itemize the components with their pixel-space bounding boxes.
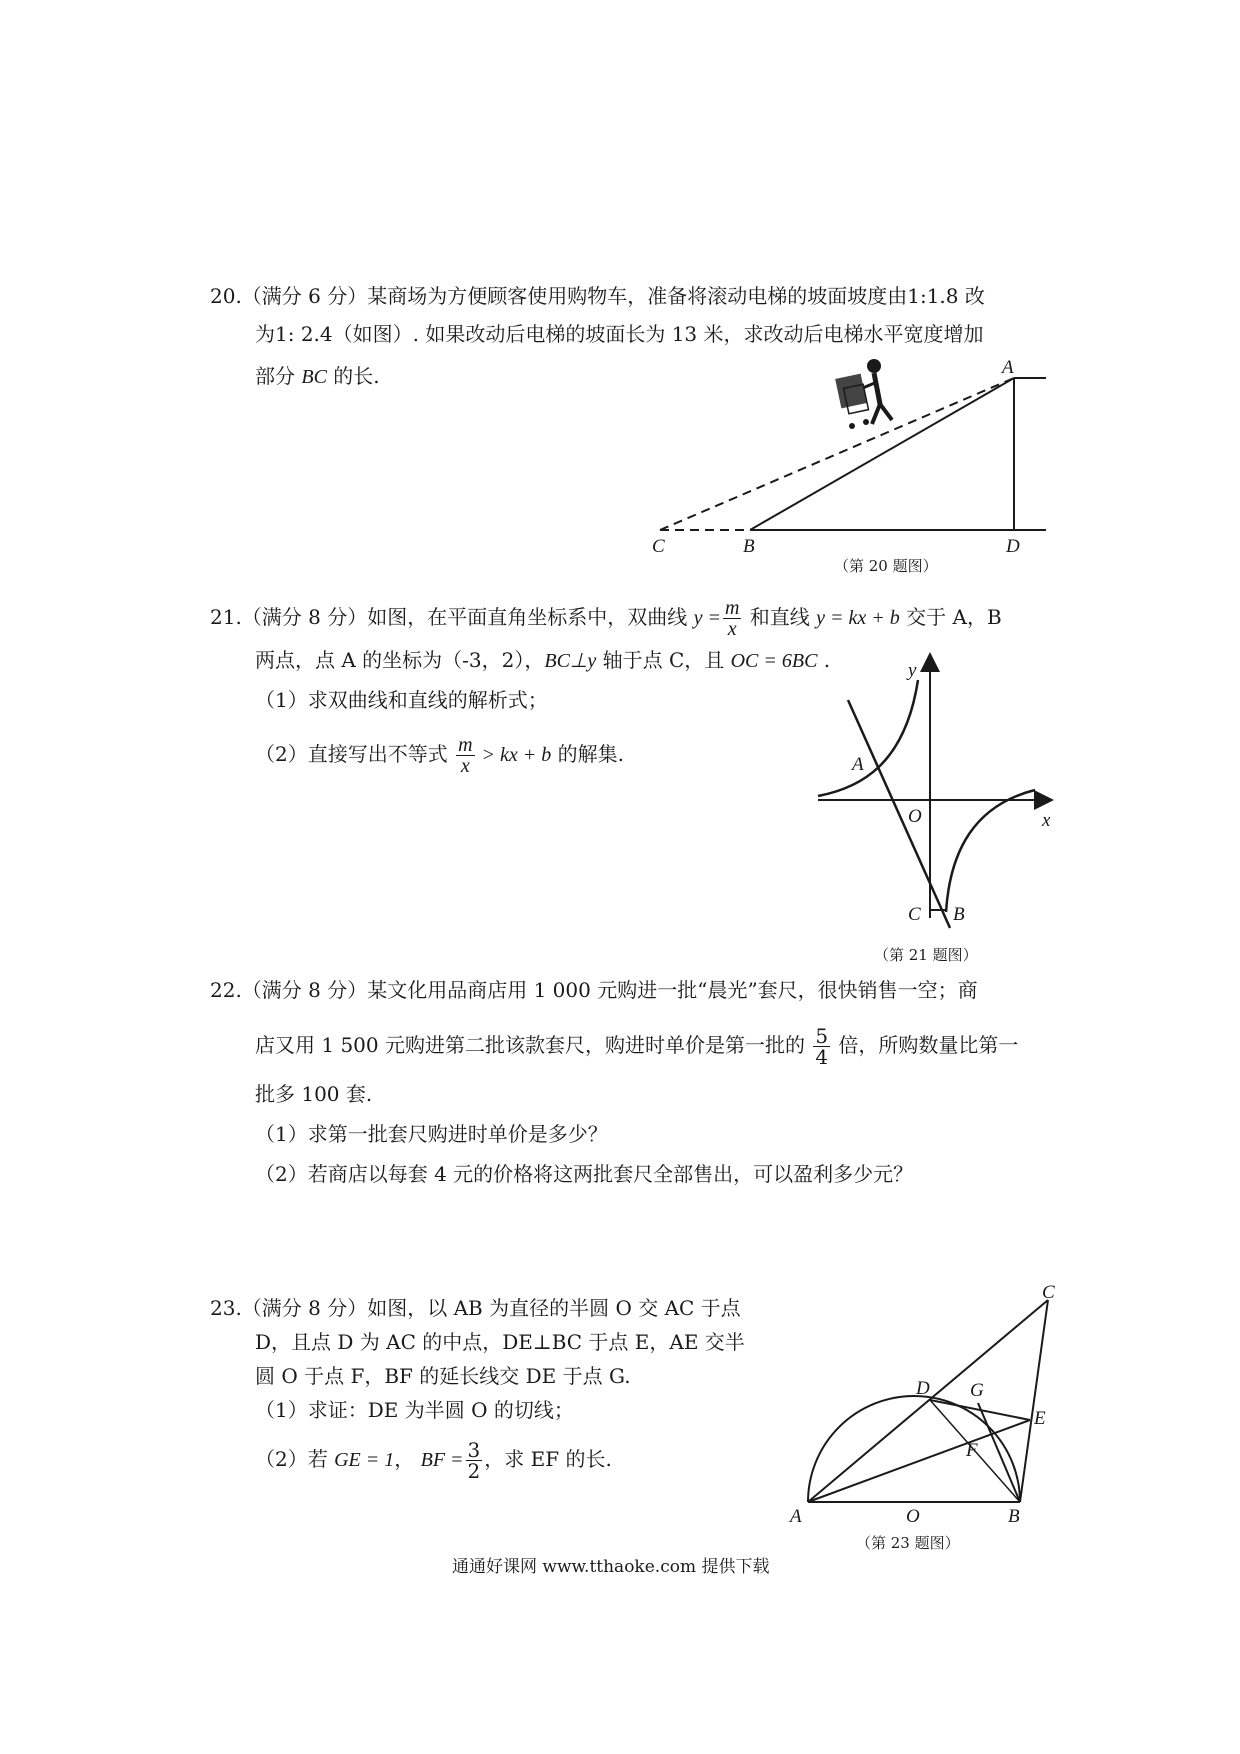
q23-label-A: A <box>790 1506 802 1527</box>
q23-label-B: B <box>1008 1506 1020 1527</box>
q20-line1: 20.（满分 6 分）某商场为方便顾客使用购物车，准备将滚动电梯的坡面坡度由1:1.8 改 <box>210 284 985 308</box>
q20-label-C: C <box>652 536 665 557</box>
q23-sub2: （2）若 GE = 1， BF = $\frac{3}{2}$ ，求 EF 的长. <box>255 1438 612 1483</box>
q23-line-AE <box>808 1420 1030 1502</box>
q22-line3: 批多 100 套. <box>255 1082 373 1106</box>
q21-line1: 21.（满分 8 分）如图，在平面直角坐标系中，双曲线 y = $\frac{m}{x}$ 和直线 y = kx + b 交于 A，B <box>210 597 1002 640</box>
q21-label-y: y <box>908 660 917 681</box>
q21-label-C: C <box>908 904 921 925</box>
q23-line2: D，且点 D 为 AC 的中点，DE⊥BC 于点 E，AE 交半 <box>255 1330 745 1354</box>
q21-label-B: B <box>953 904 965 925</box>
q23-label-F: F <box>966 1440 978 1461</box>
q22-line2: 店又用 1 500 元购进第二批该款套尺，购进时单价是第一批的 $\frac{5}{4}$ 倍，所购数量比第一 <box>255 1024 1019 1069</box>
q23-label-G: G <box>970 1380 984 1401</box>
q21-line2: 两点，点 A 的坐标为（-3，2），BC⊥y 轴于点 C，且 OC = 6BC . <box>255 648 831 672</box>
q20-caption: （第 20 题图） <box>834 557 938 575</box>
q22-sub2: （2）若商店以每套 4 元的价格将这两批套尺全部售出，可以盈利多少元？ <box>255 1162 914 1186</box>
q21-fraction-m-over-x-2: $\frac{m}{x}$ <box>458 734 473 777</box>
q21-label-A: A <box>852 754 864 775</box>
q23-line-AC <box>808 1300 1048 1502</box>
q21-label-O: O <box>908 806 922 827</box>
q20-label-A: A <box>1002 357 1014 378</box>
q23-label-O: O <box>906 1506 920 1527</box>
q20-label-B: B <box>743 536 755 557</box>
q21-fraction-m-over-x: $\frac{m}{x}$ <box>724 597 740 640</box>
q22-line1: 22.（满分 8 分）某文化用品商店用 1 000 元购进一批“晨光”套尺，很快销售一空；商 <box>210 978 978 1002</box>
q22-sub1: （1）求第一批套尺购进时单价是多少？ <box>255 1122 608 1146</box>
q22-fraction-5-over-4: $\frac{5}{4}$ <box>815 1024 829 1069</box>
q23-label-C: C <box>1042 1282 1055 1303</box>
q23-line-BC <box>1020 1300 1048 1502</box>
q23-caption: （第 23 题图） <box>856 1534 960 1552</box>
q21-caption: （第 21 题图） <box>874 946 978 964</box>
q23-label-E: E <box>1034 1408 1046 1429</box>
q20-label-D: D <box>1006 536 1020 557</box>
q23-label-D: D <box>916 1378 930 1399</box>
q20-line3: 部分 BC 的长. <box>255 364 380 388</box>
q20-line2: 为1: 2.4（如图）. 如果改动后电梯的坡面长为 13 米，求改动后电梯水平宽度增加 <box>255 322 984 346</box>
q23-line1: 23.（满分 8 分）如图，以 AB 为直径的半圆 O 交 AC 于点 <box>210 1296 741 1320</box>
q21-sub2: （2）直接写出不等式 $\frac{m}{x}$ > kx + b 的解集. <box>255 734 625 777</box>
q21-label-x: x <box>1042 810 1051 831</box>
footer-credit: 通通好课网 www.tthaoke.com 提供下载 <box>452 1557 770 1577</box>
q23-line-BG <box>978 1403 1020 1502</box>
q23-line3: 圆 O 于点 F，BF 的延长线交 DE 于点 G. <box>255 1364 631 1388</box>
q23-sub1: （1）求证：DE 为半圆 O 的切线； <box>255 1398 574 1422</box>
q23-fraction-3-over-2: $\frac{3}{2}$ <box>467 1438 481 1483</box>
q21-sub1: （1）求双曲线和直线的解析式； <box>255 688 548 712</box>
